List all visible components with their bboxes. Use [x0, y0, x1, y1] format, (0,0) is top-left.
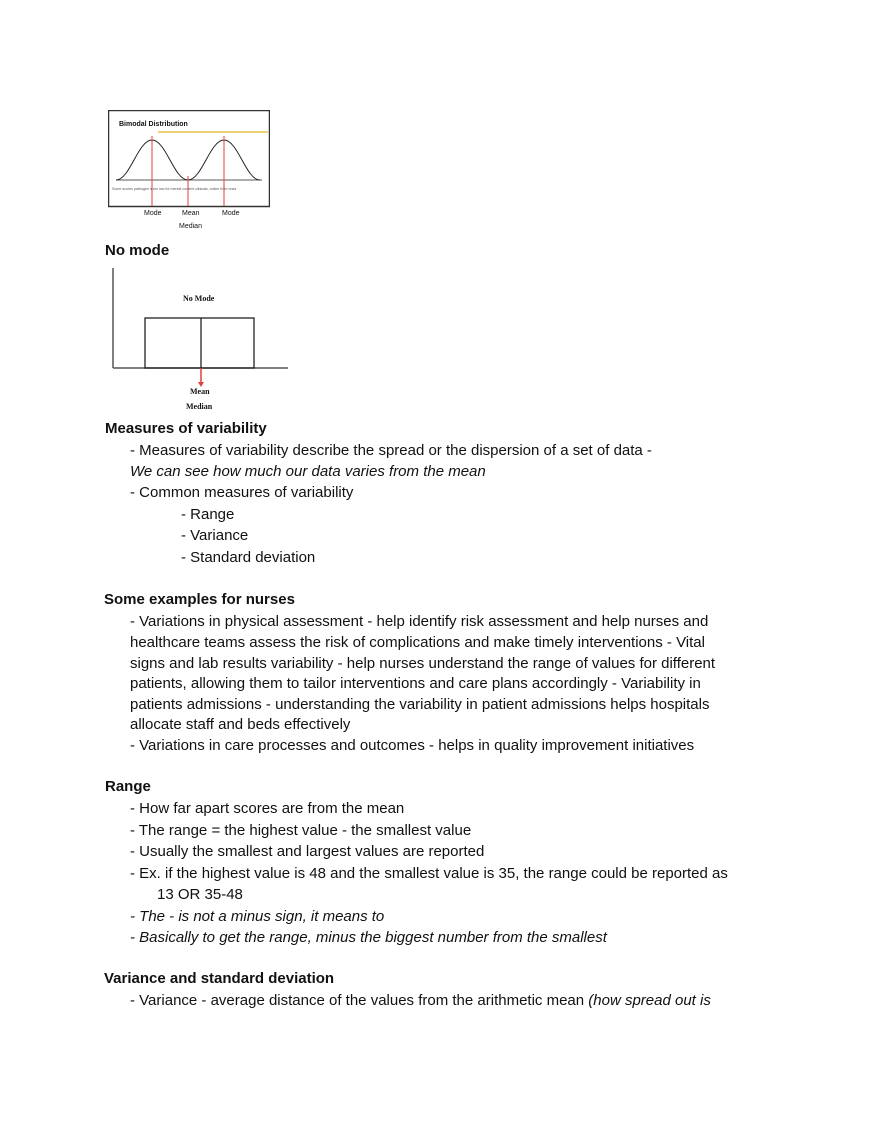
- no-mode-chart: [108, 266, 290, 396]
- no-mode-figure: [108, 266, 290, 416]
- variance-heading: Variance and standard deviation: [104, 970, 335, 987]
- variance-line-italic: (how spread out is: [588, 992, 711, 1009]
- nurses-line-1: - Variations in physical assessment - help identify risk assessment and help nurses and: [130, 613, 709, 630]
- no-mode-title: No Mode: [183, 294, 215, 303]
- range-italic-2: - Basically to get the range, minus the biggest number from the smallest: [130, 929, 607, 946]
- variability-item-range: - Range: [181, 506, 235, 523]
- bimodal-caption: Some scores pathogen learn low for mental content clinicals, online from ones: [112, 187, 237, 191]
- range-line-4: - Ex. if the highest value is 48 and the smallest value is 35, the range could be reported as: [130, 865, 728, 882]
- label-mode-left: Mode: [144, 210, 162, 217]
- range-heading: Range: [105, 778, 151, 795]
- label-mode-right: Mode: [222, 210, 240, 217]
- nurses-line-4: patients, allowing them to tailor interventions and care plans accordingly - Variability in: [130, 675, 701, 692]
- nurses-heading: Some examples for nurses: [104, 591, 295, 608]
- bimodal-figure: [108, 110, 270, 234]
- variability-item-variance: - Variance: [181, 527, 249, 544]
- variability-heading: Measures of variability: [105, 420, 267, 437]
- range-line-2: - The range = the highest value - the smallest value: [130, 822, 472, 839]
- variance-line: [130, 990, 711, 1011]
- range-line-1: - How far apart scores are from the mean: [130, 800, 405, 817]
- label-mean-2: Mean: [190, 387, 210, 396]
- label-mean: Mean: [182, 210, 200, 217]
- label-median-2: Median: [186, 402, 213, 411]
- bimodal-title: Bimodal Distribution: [119, 121, 188, 128]
- variability-line-2: We can see how much our data varies from the mean: [130, 463, 486, 480]
- nurses-line-3: signs and lab results variability - help nurses understand the range of values for different: [130, 655, 716, 672]
- variability-line-3: - Common measures of variability: [130, 484, 354, 501]
- range-indent-line: 13 OR 35-48: [157, 886, 243, 903]
- nurses-line-7: - Variations in care processes and outcomes - helps in quality improvement initiatives: [130, 737, 695, 754]
- range-italic-1: - The - is not a minus sign, it means to: [130, 908, 385, 925]
- no-mode-heading: No mode: [105, 242, 170, 259]
- variance-line-text: - Variance - average distance of the values from the arithmetic mean: [130, 992, 589, 1009]
- label-median: Median: [179, 223, 202, 230]
- nurses-line-5: patients admissions - understanding the variability in patient admissions helps hospitals: [130, 696, 710, 713]
- nurses-line-2: healthcare teams assess the risk of complications and make timely interventions - Vital: [130, 634, 705, 651]
- range-line-3: - Usually the smallest and largest values are reported: [130, 843, 485, 860]
- variability-line-1: - Measures of variability describe the spread or the dispersion of a set of data -: [130, 442, 652, 459]
- nurses-line-6: allocate staff and beds effectively: [130, 716, 351, 733]
- variability-item-sd: - Standard deviation: [181, 549, 316, 566]
